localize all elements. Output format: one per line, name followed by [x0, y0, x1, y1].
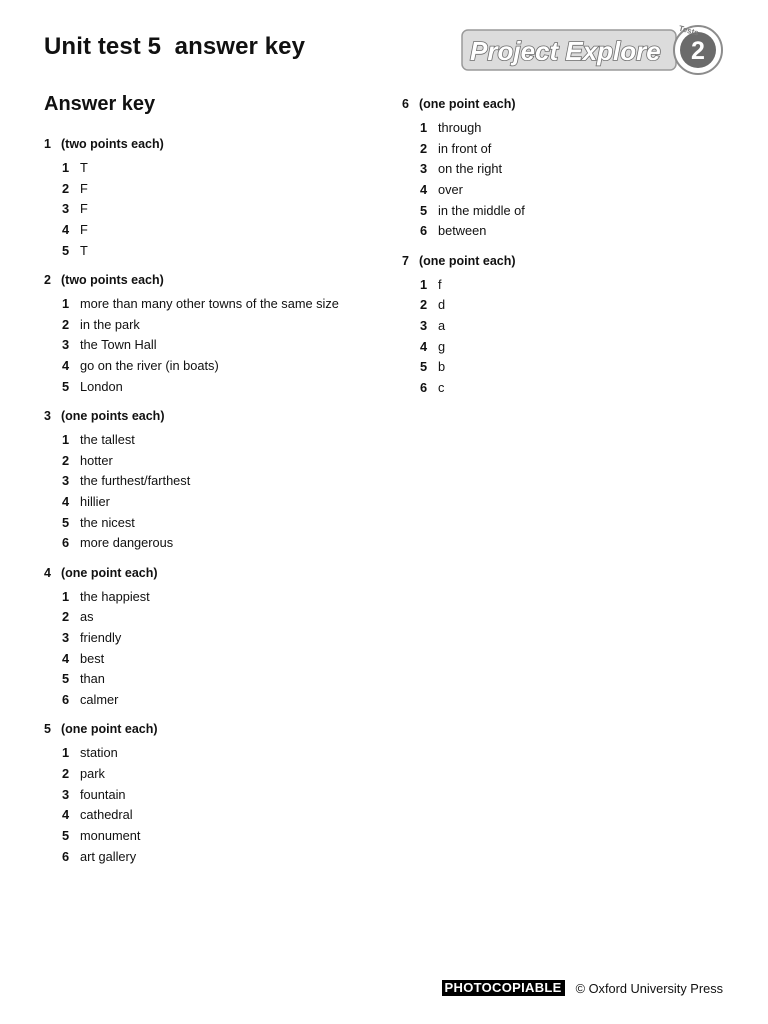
question-section: [402, 96, 732, 242]
answer-text: more dangerous: [80, 535, 174, 551]
answer-item: [402, 357, 732, 378]
answer-text: go on the river (in boats): [80, 358, 219, 373]
question-section: [402, 253, 732, 399]
answer-number: 5: [62, 827, 70, 843]
answer-text: hotter: [80, 452, 113, 468]
answer-text: the nicest: [80, 514, 135, 530]
answer-number: 3: [62, 629, 70, 645]
page-title: Unit test 5 answer key: [44, 33, 306, 60]
right-column: [402, 96, 732, 409]
answer-number: 4: [62, 493, 70, 509]
section-number: 5: [44, 722, 51, 737]
answer-text: hillier: [80, 493, 110, 509]
answer-text: between: [438, 223, 487, 239]
answer-item: [44, 335, 374, 356]
question-section: [44, 136, 374, 261]
answer-number: 2: [420, 140, 428, 156]
logo-badge-label: Tests: [677, 23, 700, 38]
answer-number: 2: [62, 452, 70, 468]
section-number: 6: [402, 97, 409, 111]
answer-item: [402, 201, 732, 222]
answer-item: [44, 471, 374, 492]
answer-item: [44, 649, 374, 670]
question-section: [44, 272, 374, 397]
answer-item: [44, 356, 374, 377]
section-heading: [44, 721, 374, 737]
answer-text: in the park: [80, 316, 140, 332]
answer-item: [44, 826, 374, 847]
answer-number: 1: [62, 431, 70, 447]
answer-item: [44, 690, 374, 711]
question-section: [44, 408, 374, 554]
section-points: (two points each): [61, 272, 164, 287]
answer-number: 1: [62, 588, 70, 604]
answer-item: [402, 316, 732, 337]
answer-number: 3: [62, 337, 70, 353]
answer-text: the furthest/farthest: [80, 473, 191, 489]
answer-text: park: [80, 765, 105, 781]
answer-item: [44, 430, 374, 451]
answer-text: on the right: [438, 161, 503, 177]
answer-text: f: [438, 276, 442, 292]
section-number: 2: [44, 272, 51, 287]
answer-number: 4: [420, 182, 428, 198]
answer-number: 1: [420, 276, 428, 292]
section-heading: [44, 408, 374, 424]
answer-number: 2: [62, 180, 70, 196]
answer-item: [44, 199, 374, 220]
answer-item: [44, 669, 374, 690]
answer-text: as: [80, 609, 94, 625]
answer-number: 2: [420, 297, 428, 313]
answer-number: 1: [62, 295, 70, 311]
answer-number: 5: [62, 242, 70, 258]
answer-text: through: [438, 120, 482, 135]
left-column: [44, 136, 374, 878]
answer-number: 6: [420, 380, 428, 396]
answer-text: F: [80, 222, 88, 238]
answer-item: [402, 378, 732, 399]
answer-item: [402, 159, 732, 180]
answer-text: cathedral: [80, 807, 133, 823]
section-number: 1: [44, 137, 51, 151]
answer-number: 5: [62, 378, 70, 394]
answer-text: b: [438, 359, 446, 375]
answer-item: [44, 847, 374, 868]
answer-text: the tallest: [80, 431, 135, 447]
answer-item: [44, 607, 374, 628]
answer-number: 5: [420, 202, 428, 218]
answer-number: 5: [62, 671, 70, 687]
answer-text: F: [80, 201, 88, 217]
answer-item: [44, 492, 374, 513]
answer-text: d: [438, 297, 446, 313]
answer-text: T: [80, 160, 88, 175]
answer-item: [44, 377, 374, 398]
answer-item: [402, 180, 732, 201]
answer-text: g: [438, 338, 446, 354]
answer-text: fountain: [80, 786, 126, 802]
answer-text: in front of: [438, 140, 492, 156]
answer-item: [44, 533, 374, 554]
answer-item: [44, 805, 374, 826]
answer-text: calmer: [80, 691, 119, 707]
answer-item: [402, 221, 732, 242]
answer-number: 4: [62, 650, 70, 666]
answer-number: 5: [420, 359, 428, 375]
answer-number: 3: [62, 473, 70, 489]
answer-item: [402, 139, 732, 160]
project-explore-logo: [460, 22, 728, 78]
answer-text: a: [438, 318, 446, 333]
answer-text: c: [438, 380, 445, 396]
answer-text: London: [80, 378, 123, 394]
answer-number: 1: [62, 745, 70, 761]
answer-text: the happiest: [80, 588, 150, 604]
answer-number: 4: [62, 807, 70, 823]
answer-text: station: [80, 745, 118, 761]
answer-item: [402, 295, 732, 316]
section-number: 4: [44, 565, 51, 580]
answer-number: 3: [420, 318, 428, 333]
answer-item: [44, 241, 374, 262]
answer-item: [402, 118, 732, 139]
answer-number: 6: [62, 535, 70, 551]
answer-number: 2: [62, 316, 70, 332]
section-number: 7: [402, 253, 409, 268]
question-section: [44, 721, 374, 867]
answer-item: [44, 513, 374, 534]
section-heading: [402, 253, 732, 269]
section-points: (one point each): [419, 253, 516, 268]
photocopiable-badge: PHOTOCOPIABLE: [442, 980, 565, 996]
question-section: [44, 565, 374, 711]
answer-key-heading: Answer key: [44, 93, 156, 115]
section-points: (one point each): [61, 722, 158, 737]
answer-item: [44, 587, 374, 608]
logo-text: Project Explore: [470, 36, 661, 66]
answer-number: 6: [62, 691, 70, 707]
answer-number: 1: [62, 160, 70, 175]
answer-text: art gallery: [80, 848, 137, 864]
answer-item: [44, 220, 374, 241]
answer-text: T: [80, 242, 88, 258]
answer-number: 4: [62, 222, 70, 238]
section-heading: [402, 96, 732, 112]
answer-number: 6: [62, 848, 70, 864]
answer-text: the Town Hall: [80, 337, 157, 353]
section-heading: [44, 136, 374, 152]
answer-item: [44, 158, 374, 179]
section-points: (two points each): [61, 137, 164, 151]
answer-item: [44, 315, 374, 336]
logo-badge-number: 2: [691, 37, 705, 65]
answer-item: [402, 337, 732, 358]
answer-number: 3: [62, 786, 70, 802]
answer-text: friendly: [80, 629, 122, 645]
answer-item: [44, 628, 374, 649]
answer-item: [402, 275, 732, 296]
answer-item: [44, 764, 374, 785]
answer-number: 4: [420, 338, 428, 354]
answer-text: monument: [80, 827, 141, 843]
answer-text: F: [80, 180, 88, 196]
answer-item: [44, 294, 374, 315]
answer-text: in the middle of: [438, 202, 525, 218]
answer-number: 5: [62, 514, 70, 530]
section-points: (one point each): [61, 565, 158, 580]
answer-item: [44, 179, 374, 200]
section-number: 3: [44, 408, 51, 423]
section-heading: [44, 272, 374, 288]
answer-text: best: [80, 650, 105, 666]
answer-item: [44, 785, 374, 806]
section-heading: [44, 565, 374, 581]
answer-text: than: [80, 671, 105, 687]
answer-item: [44, 451, 374, 472]
answer-number: 3: [62, 201, 70, 217]
answer-number: 2: [62, 765, 70, 781]
answer-number: 3: [420, 161, 428, 177]
answer-number: 1: [420, 120, 428, 135]
section-points: (one point each): [419, 97, 516, 111]
copyright-text: © Oxford University Press: [575, 980, 723, 996]
answer-text: over: [438, 182, 463, 198]
answer-item: [44, 743, 374, 764]
footer: [442, 980, 723, 996]
section-points: (one points each): [61, 408, 165, 423]
answer-text: more than many other towns of the same size: [80, 295, 339, 311]
answer-number: 6: [420, 223, 428, 239]
answer-number: 4: [62, 358, 70, 373]
answer-number: 2: [62, 609, 70, 625]
